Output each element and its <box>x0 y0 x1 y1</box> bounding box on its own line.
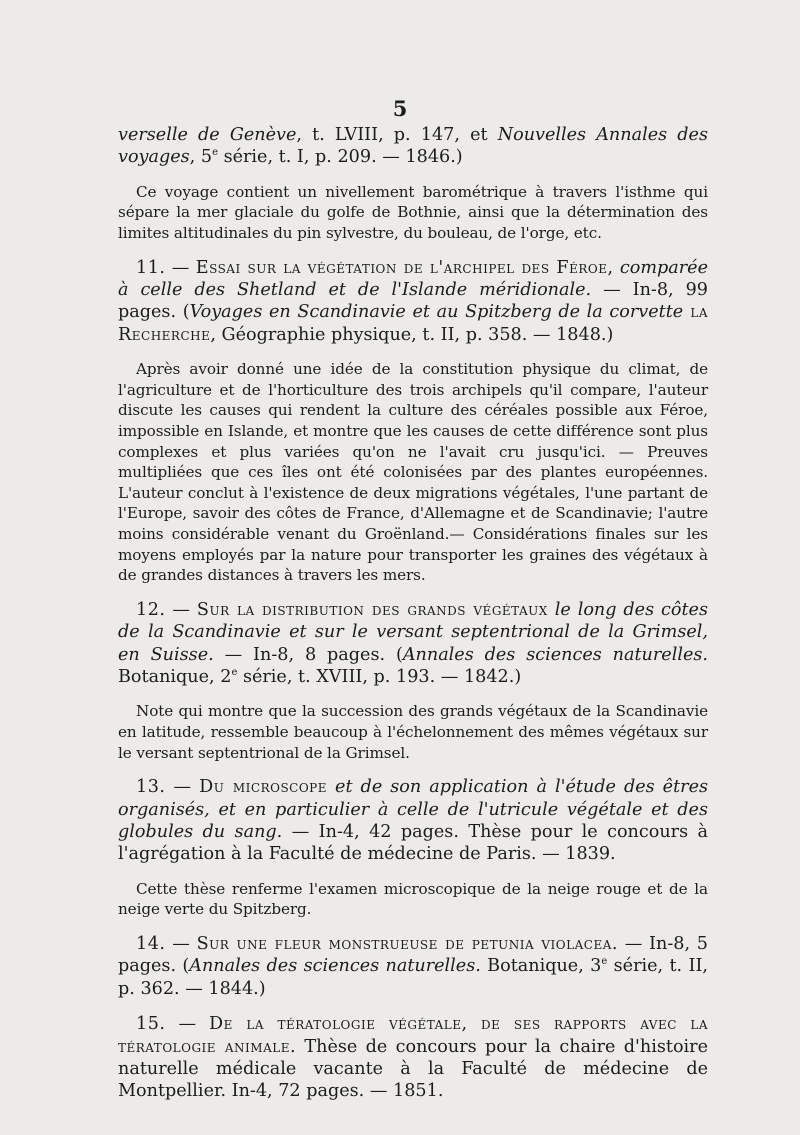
entry-15-heading: 15. — De la tératologie végétale, de ses rapports avec la tératologie animale. Thèse de concours pour la chaire d'histoire naturelle médicale vacante à la Faculté de médecine de Montpellier. In-4, 72 pages. — 1851. <box>118 1014 708 1102</box>
entry-13-heading: 13. — Du microscope et de son application à l'étude des êtres organisés, et en particulier à celle de l'utricule végétale et des globules du sang. — In-4, 42 pages. Thèse pour le concours à l'agrégation à la Faculté de médecine de Paris. — 1839. <box>118 777 709 865</box>
entry-12-description: Note qui montre que la succession des grands végétaux de la Scandinavie en latitude, ressemble beaucoup à l'échelonnement des mêmes végétaux sur le versant septentrional de la Grimsel. <box>118 702 708 762</box>
entry-11-heading: 11. — Essai sur la végétation de l'archipel des Féroe, comparée à celle des Shetland et de l'Islande méridionale. — In-8, 99 pages. (Voyages en Scandinavie et au Spitzberg de la corvette la Recherche, Géographie physique, t. II, p. 358. — 1848.) <box>118 257 708 345</box>
page-number: 5 <box>392 96 408 121</box>
entry-11-description: Après avoir donné une idée de la constitution physique du climat, de l'agriculture et de l'horticulture des trois archipels qu'il compare, l'auteur discute les causes qui rendent la culture des céréales possible aux Féroe, impossible en Islande, et montre que les causes de cette différence sont plus complexes et plus variées qu'on ne l'avait cru jusqu'ici. — Preuves multipliées que ces îles ont été colonisées par des plantes européennes. L'auteur conclut à l'existence de deux migrations végétales, l'une partant de l'Europe, savoir des côtes de France, d'Allemagne et de Scandinavie; l'autre moins considérable venant du Groënland.— Considérations finales sur les moyens employés par la nature pour transporter les graines des végétaux à de grandes distances à travers les mers. <box>118 360 708 585</box>
entry-12-heading: 12. — Sur la distribution des grands végétaux le long des côtes de la Scandinavie et sur le versant septentrional de la Grimsel, en Suisse. — In-8, 8 pages. (Annales des sciences naturelles. Botanique, 2e série, t. XVIII, p. 193. — 1842.) <box>118 599 708 687</box>
entry-13-description: Cette thèse renferme l'examen microscopique de la neige rouge et de la neige verte du Spitzberg. <box>118 879 708 919</box>
page-body <box>118 124 708 1116</box>
intro-citation: verselle de Genève, t. LVIII, p. 147, et Nouvelles Annales des voyages, 5e série, t. I, p. 209. — 1846.) <box>118 125 708 168</box>
entry-14-heading: 14. — Sur une fleur monstrueuse de petunia violacea. — In-8, 5 pages. (Annales des sciences naturelles. Botanique, 3e série, t. II, p. 362. — 1844.) <box>118 933 708 999</box>
intro-description: Ce voyage contient un nivellement barométrique à travers l'isthme qui sépare la mer glaciale du golfe de Bothnie, ainsi que la détermination des limites altitudinales du pin sylvestre, du bouleau, de l'orge, etc. <box>118 182 708 242</box>
